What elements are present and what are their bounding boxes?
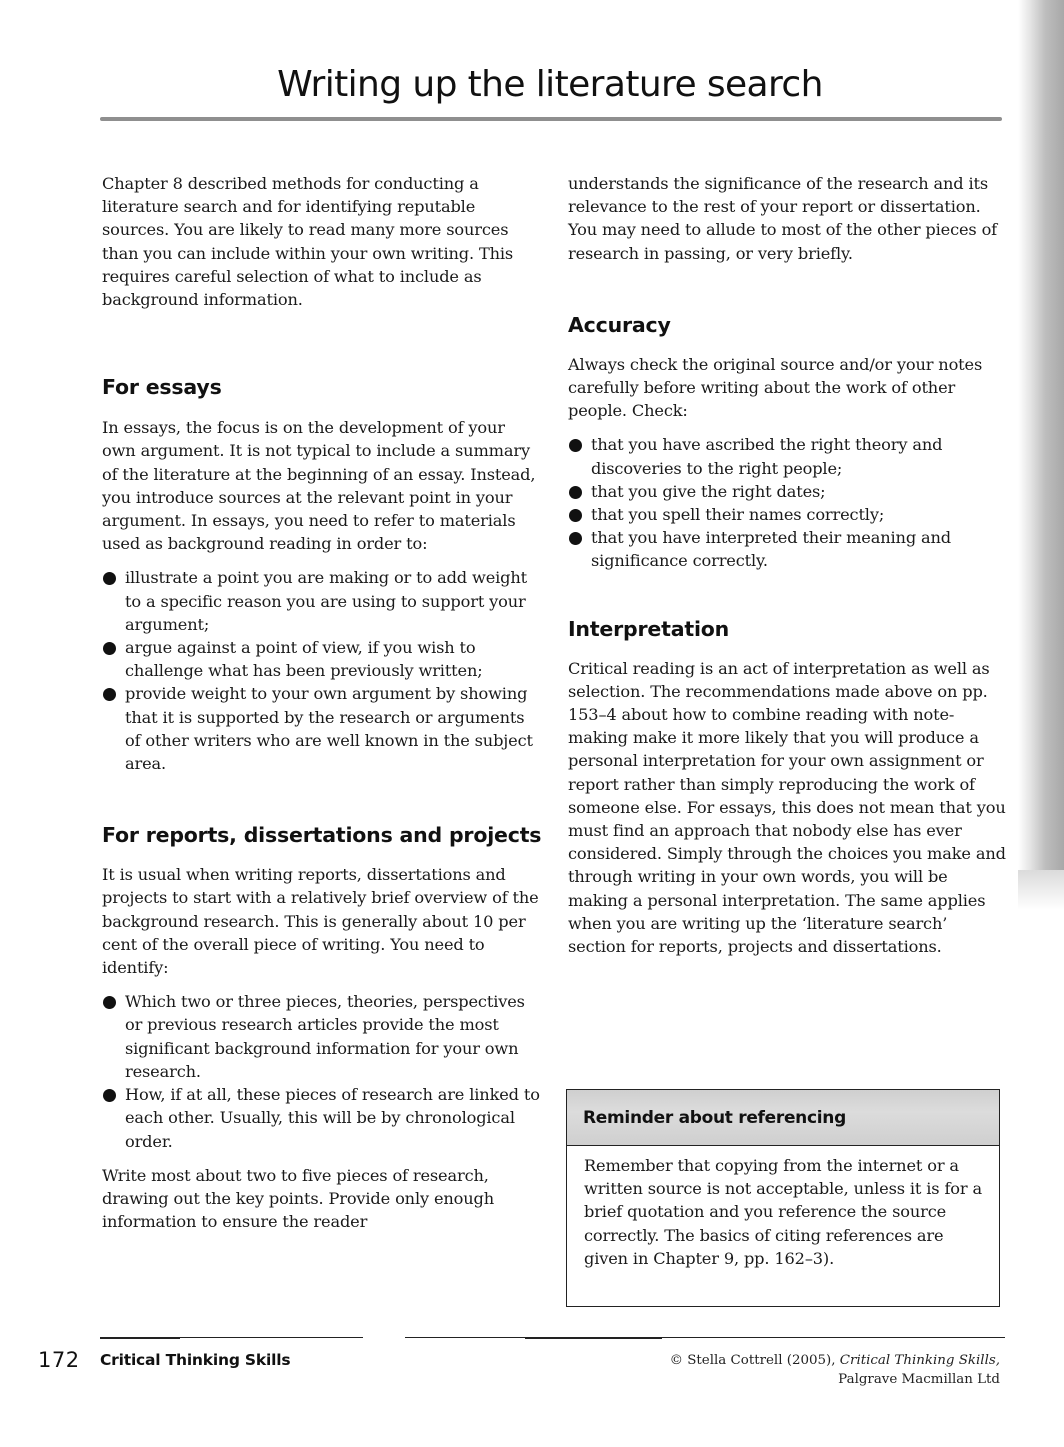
reports-heading: For reports, dissertations and projects — [102, 823, 542, 848]
bullet-icon — [569, 439, 582, 452]
title-divider — [100, 117, 1002, 121]
bullet-icon — [103, 642, 116, 655]
list-item-text: provide weight to your own argument by showing that it is supported by the research or arguments of other writers who are well known in the subject area. — [125, 684, 533, 774]
reminder-box-body — [567, 1146, 999, 1270]
reminder-box — [566, 1089, 1000, 1307]
list-item-text: that you have ascribed the right theory and discoveries to the right people; — [591, 435, 943, 478]
footer-rule — [525, 1337, 662, 1339]
list-item-text: How, if at all, these pieces of research are linked to each other. Usually, this will be by chronological order. — [125, 1085, 540, 1151]
footer-rule — [405, 1337, 1005, 1338]
footer-rule — [180, 1337, 363, 1338]
list-item — [102, 636, 542, 682]
list-item — [102, 1083, 542, 1153]
list-item-text: argue against a point of view, if you wish to challenge what has been previously written; — [125, 638, 483, 681]
list-item-text: illustrate a point you are making or to add weight to a specific reason you are using to support your argument; — [125, 568, 527, 634]
left-column — [102, 172, 542, 1233]
right-column — [568, 172, 1006, 958]
reports-closing-paragraph: Write most about two to five pieces of research, drawing out the key points. Provide only enough information to ensure the reader — [102, 1165, 495, 1232]
list-item — [102, 682, 542, 775]
bullet-icon — [103, 1089, 116, 1102]
list-item-text: Which two or three pieces, theories, perspectives or previous research articles provide the most significant background information for your own research. — [125, 992, 525, 1081]
list-item — [568, 503, 1006, 526]
interpretation-heading: Interpretation — [568, 616, 730, 641]
copyright-prefix: © Stella Cottrell (2005), — [669, 1353, 840, 1368]
essays-bullet-list — [102, 566, 542, 775]
copyright-notice — [670, 1351, 1000, 1389]
reports-paragraph: It is usual when writing reports, dissertations and projects to start with a relatively brief overview of the background research. This is generally about 10 per cent of the overall piece of writing. You need to identify: — [102, 865, 539, 978]
list-item — [568, 480, 1006, 503]
essays-paragraph: In essays, the focus is on the development of your own argument. It is not typical to include a summary of the literature at the beginning of an essay. Instead, you introduce sources at the relevant point in your argument. In essays, you need to refer to materials used as background reading in order to: — [102, 418, 536, 554]
footer-book-title: Critical Thinking Skills — [100, 1351, 291, 1369]
bullet-icon — [103, 572, 116, 585]
bullet-icon — [103, 996, 116, 1009]
list-item — [568, 526, 1006, 572]
accuracy-paragraph: Always check the original source and/or your notes carefully before writing about the work of other people. Check: — [568, 354, 983, 421]
list-item — [568, 433, 1006, 479]
list-item-text: that you give the right dates; — [591, 481, 826, 501]
intro-paragraph: Chapter 8 described methods for conducting a literature search and for identifying reputable sources. You are likely to read many more sources than you can include within your own writing. This requires careful selection of what to include as background information. — [102, 174, 514, 310]
page-edge-shadow — [1018, 0, 1064, 870]
list-item-text: that you spell their names correctly; — [591, 505, 885, 525]
essays-heading: For essays — [102, 375, 222, 400]
reminder-box-heading: Reminder about referencing — [583, 1107, 846, 1128]
bullet-icon — [569, 486, 582, 499]
accuracy-bullet-list — [568, 433, 1006, 572]
reminder-box-text: Remember that copying from the internet or a written source is not acceptable, unless it is for a brief quotation and you reference the source correctly. The basics of citing references are given in Chapter 9, pp. 162–3). — [584, 1156, 982, 1268]
bullet-icon — [569, 532, 582, 545]
list-item — [102, 990, 542, 1083]
list-item — [102, 566, 542, 636]
page-number: 172 — [38, 1348, 80, 1372]
list-item-text: that you have interpreted their meaning and significance correctly. — [591, 528, 952, 571]
bullet-icon — [569, 509, 582, 522]
publisher: Palgrave Macmillan Ltd — [838, 1372, 1000, 1387]
footer-rule — [100, 1337, 180, 1339]
page-title: Writing up the literature search — [277, 64, 823, 105]
continuation-paragraph: understands the significance of the research and its relevance to the rest of your report or dissertation. You may need to allude to most of the other pieces of research in passing, or very briefly. — [568, 174, 998, 263]
interpretation-paragraph: Critical reading is an act of interpretation as well as selection. The recommendations made above on pp. 153–4 about how to combine reading with note-making make it more likely that you will produce a personal interpretation for your own assignment or report rather than simply reproducing the work of someone else. For essays, this does not mean that you must find an approach that nobody else has ever considered. Simply through the choices you make and through writing in your own words, you will be making a personal interpretation. The same applies when you are writing up the ‘literature search’ section for reports, projects and dissertations. — [568, 658, 1006, 957]
bullet-icon — [103, 688, 116, 701]
reminder-box-header — [567, 1090, 999, 1146]
reports-bullet-list — [102, 990, 542, 1152]
accuracy-heading: Accuracy — [568, 312, 671, 337]
copyright-book-title: Critical Thinking Skills, — [839, 1353, 1000, 1368]
